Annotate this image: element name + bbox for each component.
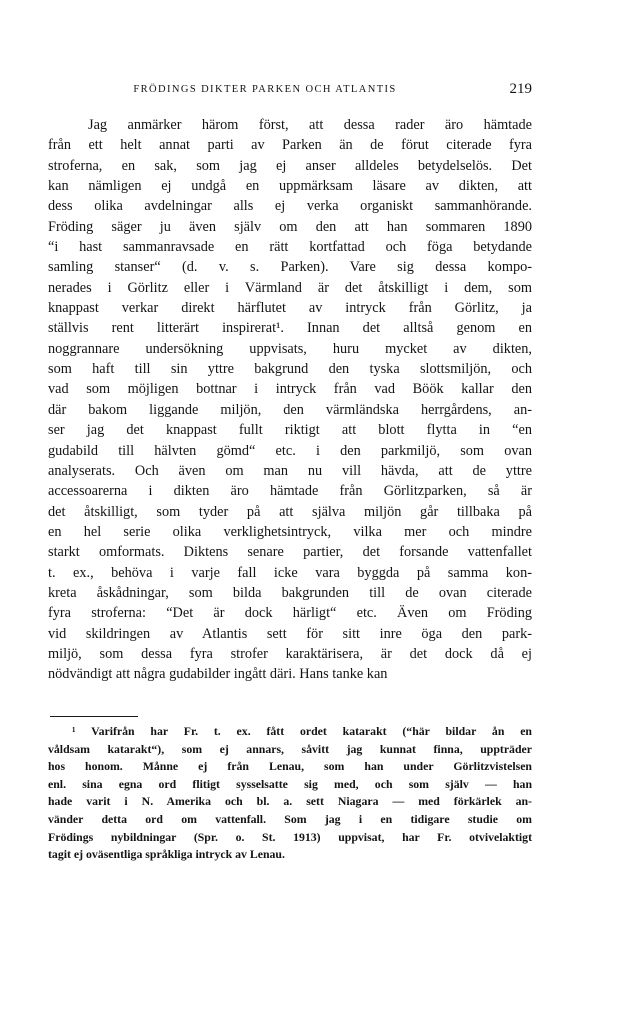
page-number: 219 (509, 81, 532, 97)
text-line: stroferna, en sak, som jag ej anser alldeles betydelselös. Det (48, 157, 532, 174)
text-line: kan nämligen ej undgå en uppmärksam läsare av dikten, att (48, 178, 532, 195)
text-line: t. ex., behöva i varje fall icke vara byggda på samma kon- (48, 564, 532, 581)
footnote (48, 723, 532, 864)
text-line: dess olika avdelningar alls ej verka organiskt sammanhörande. (48, 198, 532, 215)
footnote-line: hos honom. Månne ej från Lenau, som han under Görlitzvistelsen (48, 759, 532, 774)
footnote-line: våldsam katarakt“), som ej annars, såvitt jag kunnat finna, uppträder (48, 741, 532, 756)
text-line: knappast verkar direkt härflutet av intryck från Görlitz, ja (48, 300, 532, 317)
text-line: fyra stroferna: “Det är dock härligt“ etc. Även om Fröding (48, 605, 532, 622)
text-line: analyserats. Och även om man nu vill hävda, att de yttre (48, 462, 532, 479)
text-line: “i hast sammanravsade en rätt kortfattad och föga betydande (48, 239, 532, 256)
text-line: vid skildringen av Atlantis sett för sitt inre öga den park- (48, 625, 532, 642)
footnote-line: Frödings nybildningar (Spr. o. St. 1913) uppvisat, har Fr. otvivelaktigt (48, 829, 532, 844)
footnote-line: vänder detta ord om vattenfall. Som jag i en tidigare studie om (48, 811, 532, 826)
text-line: Fröding säger ju även själv om den att han sommaren 1890 (48, 218, 532, 235)
body-paragraph (48, 115, 532, 685)
text-line: kreta åskådningar, som bilda bakgrunden till de ovan citerade (48, 584, 532, 601)
text-line: Jag anmärker härom först, att dessa rader äro hämtade (88, 117, 532, 133)
text-line: som haft till sin yttre bakgrund den tyska slottsmiljön, och (48, 361, 532, 378)
text-line: accessoarerna i dikten äro hämtade från Görlitzparken, så är (48, 483, 532, 500)
text-line: samling stanser“ (d. v. s. Parken). Vare sig dessa kompo- (48, 259, 532, 276)
text-line: det åtskilligt, som tyder på att själva miljön går tillbaka på (48, 503, 532, 520)
text-line: där bakom liggande miljön, den värmländska herrgårdens, an- (48, 401, 532, 418)
running-title: FRÖDINGS DIKTER PARKEN OCH ATLANTIS (133, 84, 397, 95)
running-head (48, 81, 532, 104)
footnote-line: ¹ Varifrån har Fr. t. ex. fått ordet katarakt (“här bildar ån en (72, 724, 532, 738)
footnote-line: hade varit i N. Amerika och bl. a. sett Niagara — med förkärlek an- (48, 794, 532, 809)
text-line: en hel serie olika verklighetsintryck, vilka mer och mindre (48, 523, 532, 540)
text-line: noggrannare undersökning uppvisats, huru mycket av dikten, (48, 340, 532, 357)
text-line: från ett helt annat parti av Parken än de förut citerade fyra (48, 137, 532, 154)
text-line: gudabild till hälvten gömd“ etc. i den parkmiljö, som ovan (48, 442, 532, 459)
text-line: vad som möjligen bottnar i intryck från vad Böök kallar den (48, 381, 532, 398)
footnote-line: tagit ej oväsentliga språkliga intryck av Lenau. (48, 847, 285, 862)
text-line: starkt omformats. Diktens senare partier, det forsande vattenfallet (48, 544, 532, 561)
text-line: nödvändigt att några gudabilder ingått däri. Hans tanke kan (48, 666, 388, 683)
text-line: ställvis rent litterärt inspirerat¹. Innan det alltså genom en (48, 320, 532, 337)
footnote-rule (50, 716, 138, 717)
text-line: ser jag det knappast fullt riktigt att blott flytta in “en (48, 422, 532, 439)
footnote-line: enl. sina egna ord flitigt sysselsatte sig med, och som själv — han (48, 776, 532, 791)
text-line: nerades i Görlitz eller i Värmland är det åtskilligt i dem, som (48, 279, 532, 296)
text-line: miljö, som dessa fyra strofer karaktärisera, är det dock då ej (48, 645, 532, 662)
